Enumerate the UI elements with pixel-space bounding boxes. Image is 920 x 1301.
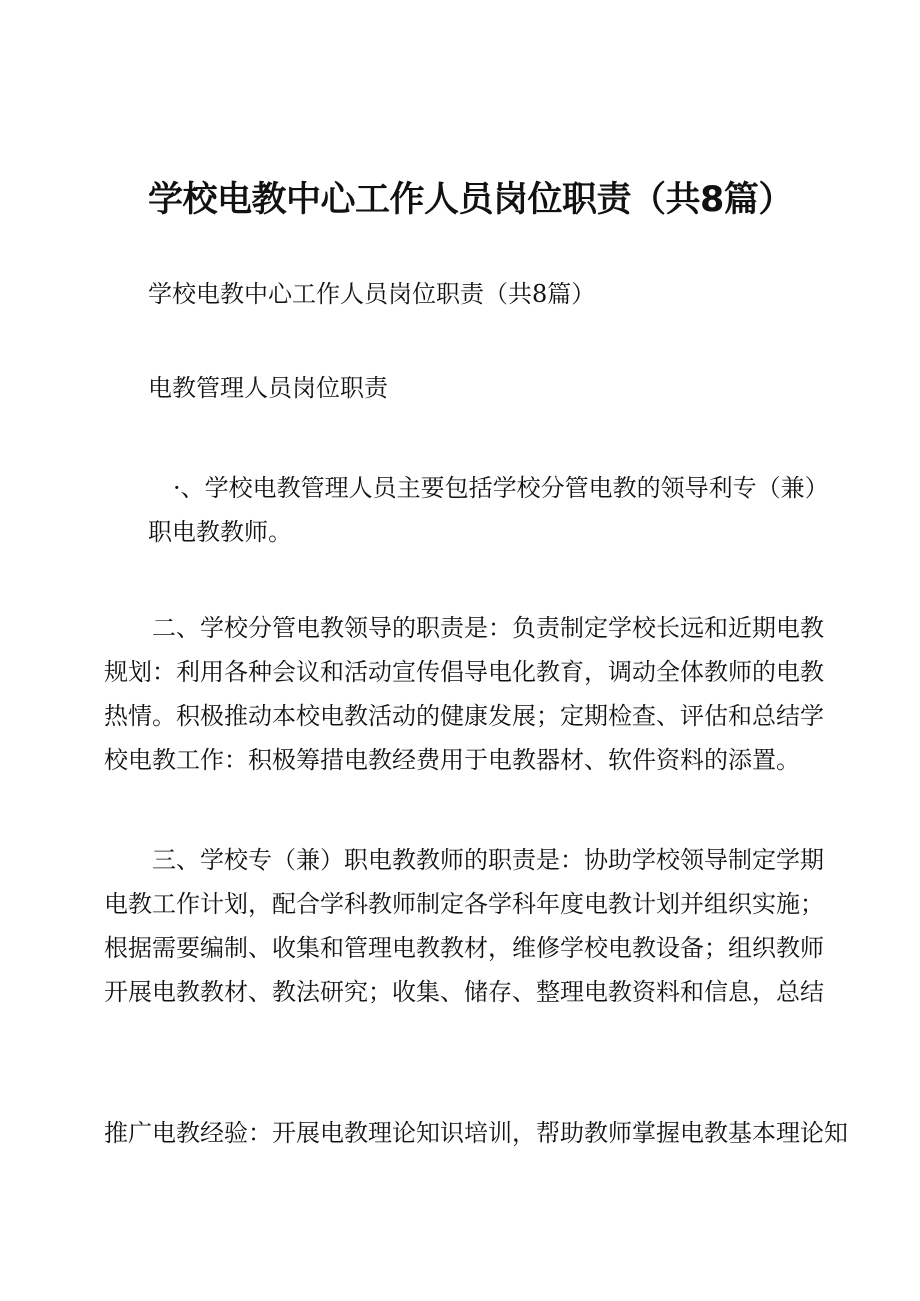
paragraph-1: ·、学校电教管理人员主要包括学校分管电教的领导利专（兼）职电教教师。 [148,474,817,546]
paragraph-4: 推广电教经验：开展电教理论知识培训，帮助教师掌握电教基本理论知 [104,1119,848,1147]
document-subtitle: 学校电教中心工作人员岗位职责（共8篇） [148,280,596,308]
section-heading: 电教管理人员岗位职责 [148,374,388,402]
paragraph-3: 三、学校专（兼）职电教教师的职责是：协助学校领导制定学期电教工作计划，配合学科教师制定各学科年度电教计划并组织实施；根据需要编制、收集和管理电教教材，维修学校电教设备；组织教师开展电教教材、教法研究；收集、储存、整理电教资料和信息，总结 [104,846,824,1006]
document-title: 学校电教中心工作人员岗位职责（共8篇） [148,180,793,220]
paragraph-2: 二、学校分管电教领导的职责是：负责制定学校长远和近期电教规划：利用各种会议和活动宣传倡导电化教育，调动全体教师的电教热情。积极推动本校电教活动的健康发展；定期检查、评估和总结学校电教工作：积极筹措电教经费用于电教器材、软件资料的添置。 [104,614,824,774]
